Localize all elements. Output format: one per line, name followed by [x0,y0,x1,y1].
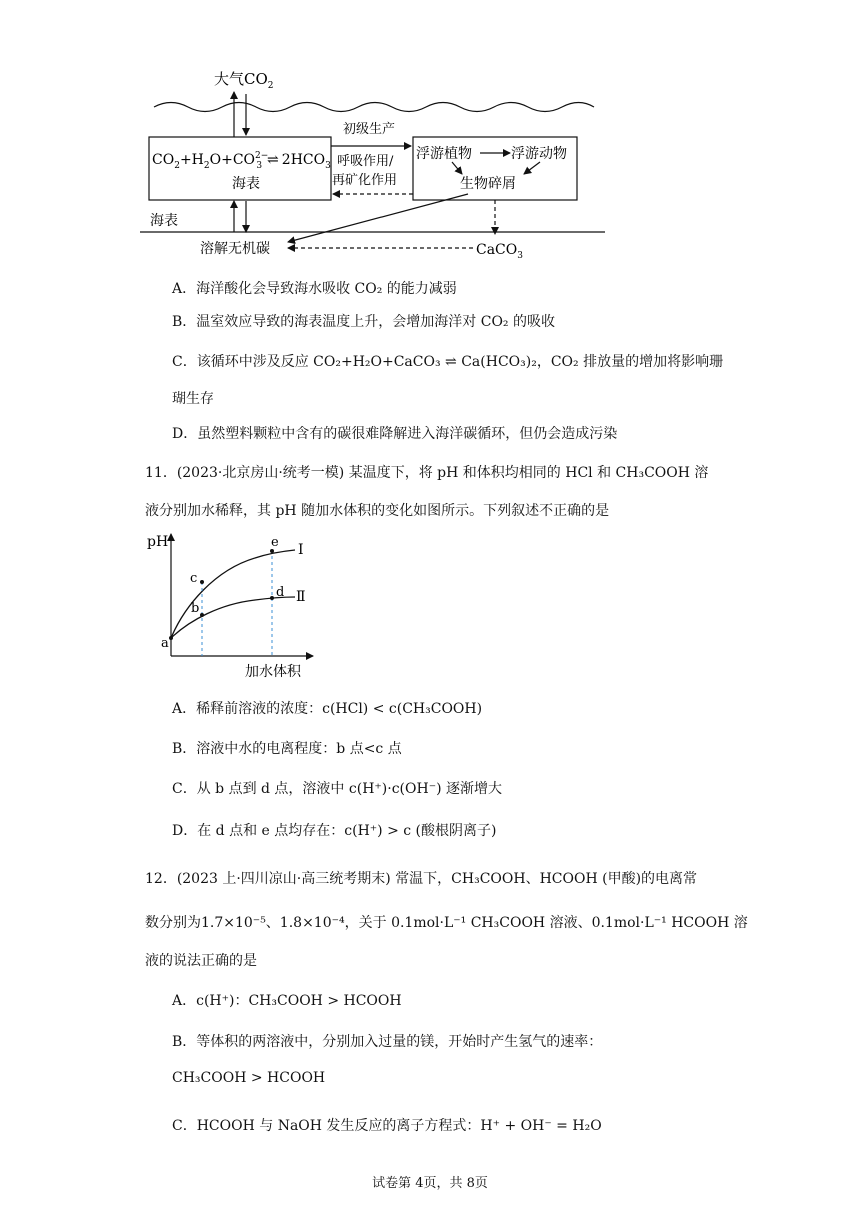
curve-I-label: Ⅰ [298,542,304,558]
ocean-carbon-cycle-diagram [140,62,610,270]
ph-dilution-graph [145,530,320,680]
q11-option-b[interactable]: B．溶液中水的电离程度：b 点<c 点 [172,741,402,757]
point-e-label: e [271,535,279,550]
q11-option-c[interactable]: C．从 b 点到 d 点，溶液中 c(H⁺)·c(OH⁻) 逐渐增大 [172,781,502,797]
sea-surface-wave [154,103,594,112]
zooplankton-label: 浮游动物 [511,146,567,162]
phytoplankton-label: 浮游植物 [416,146,472,162]
q11-stem-line2: 液分别加水稀释，其 pH 随加水体积的变化如图所示。下列叙述不正确的是 [145,503,610,519]
point-d [270,596,274,600]
q11-option-a[interactable]: A．稀释前溶液的浓度：c(HCl) < c(CH₃COOH) [172,701,483,717]
primary-production-label: 初级生产 [343,122,396,137]
point-c-label: c [190,571,198,586]
q10-option-d[interactable]: D．虽然塑料颗粒中含有的碳很难降解进入海洋碳循环，但仍会造成污染 [172,426,618,442]
curve-II-label: Ⅱ [296,589,306,605]
point-b [200,613,204,617]
curve-II [171,597,295,638]
caco3-label: CaCO$_3$ [476,242,523,261]
surface-label: 海表 [150,213,178,229]
q10-option-a[interactable]: A．海洋酸化会导致海水吸收 CO₂ 的能力减弱 [172,281,457,297]
q10-option-c[interactable]: C．该循环中涉及反应 CO₂+H₂O+CaCO₃ ⇌ Ca(HCO₃)₂，CO₂ 排放量的增加将影响珊 [172,354,724,370]
q12-stem-line1: 12．(2023 上·四川凉山·高三统考期末) 常温下，CH₃COOH、HCOOH (甲酸)的电离常 [145,871,698,887]
page-footer: 试卷第 4页，共 8页 [372,1176,488,1191]
point-a-label: a [161,636,169,651]
q12-option-b[interactable]: B．等体积的两溶液中，分别加入过量的镁，开始时产生氢气的速率： [172,1034,603,1050]
equilibrium-equation: $CO_2+H_2O+CO^{2-}$ 3 ⇌ $2HCO_3$ [152,151,331,171]
x-axis-label: 加水体积 [245,664,301,680]
respiration-label: 呼吸作用/ [337,154,394,169]
q12-stem-line3: 液的说法正确的是 [145,953,257,969]
q12-option-a[interactable]: A．c(H⁺)：CH₃COOH > HCOOH [172,993,402,1009]
q10-option-b[interactable]: B．温室效应导致的海表温度上升，会增加海洋对 CO₂ 的吸收 [172,314,555,330]
q12-option-b-cont: CH₃COOH > HCOOH [172,1070,326,1086]
point-b-label: b [191,601,200,616]
remineralization-label: 再矿化作用 [332,173,398,188]
point-d-label: d [276,585,285,600]
dic-label: 溶解无机碳 [200,241,270,257]
point-c [200,580,204,584]
y-axis-label: pH [147,534,169,550]
detritus-label: 生物碎屑 [460,176,516,192]
q12-stem-line2: 数分别为1.7×10⁻⁵、1.8×10⁻⁴，关于 0.1mol·L⁻¹ CH₃COOH 溶液、0.1mol·L⁻¹ HCOOH 溶 [145,915,748,931]
q12-option-c[interactable]: C．HCOOH 与 NaOH 发生反应的离子方程式：H⁺ + OH⁻ = H₂O [172,1118,602,1134]
q11-stem-line1: 11．(2023·北京房山·统考一模) 某温度下，将 pH 和体积均相同的 HCl 和 CH₃COOH 溶 [145,465,709,481]
surface-layer-label: 海表 [232,176,260,192]
point-a [169,636,173,640]
atmosphere-label: 大气$CO_2$ [214,70,274,91]
q11-option-d[interactable]: D．在 d 点和 e 点均存在：c(H⁺) > c (酸根阴离子) [172,823,497,839]
q10-option-c-cont: 瑚生存 [172,391,214,407]
